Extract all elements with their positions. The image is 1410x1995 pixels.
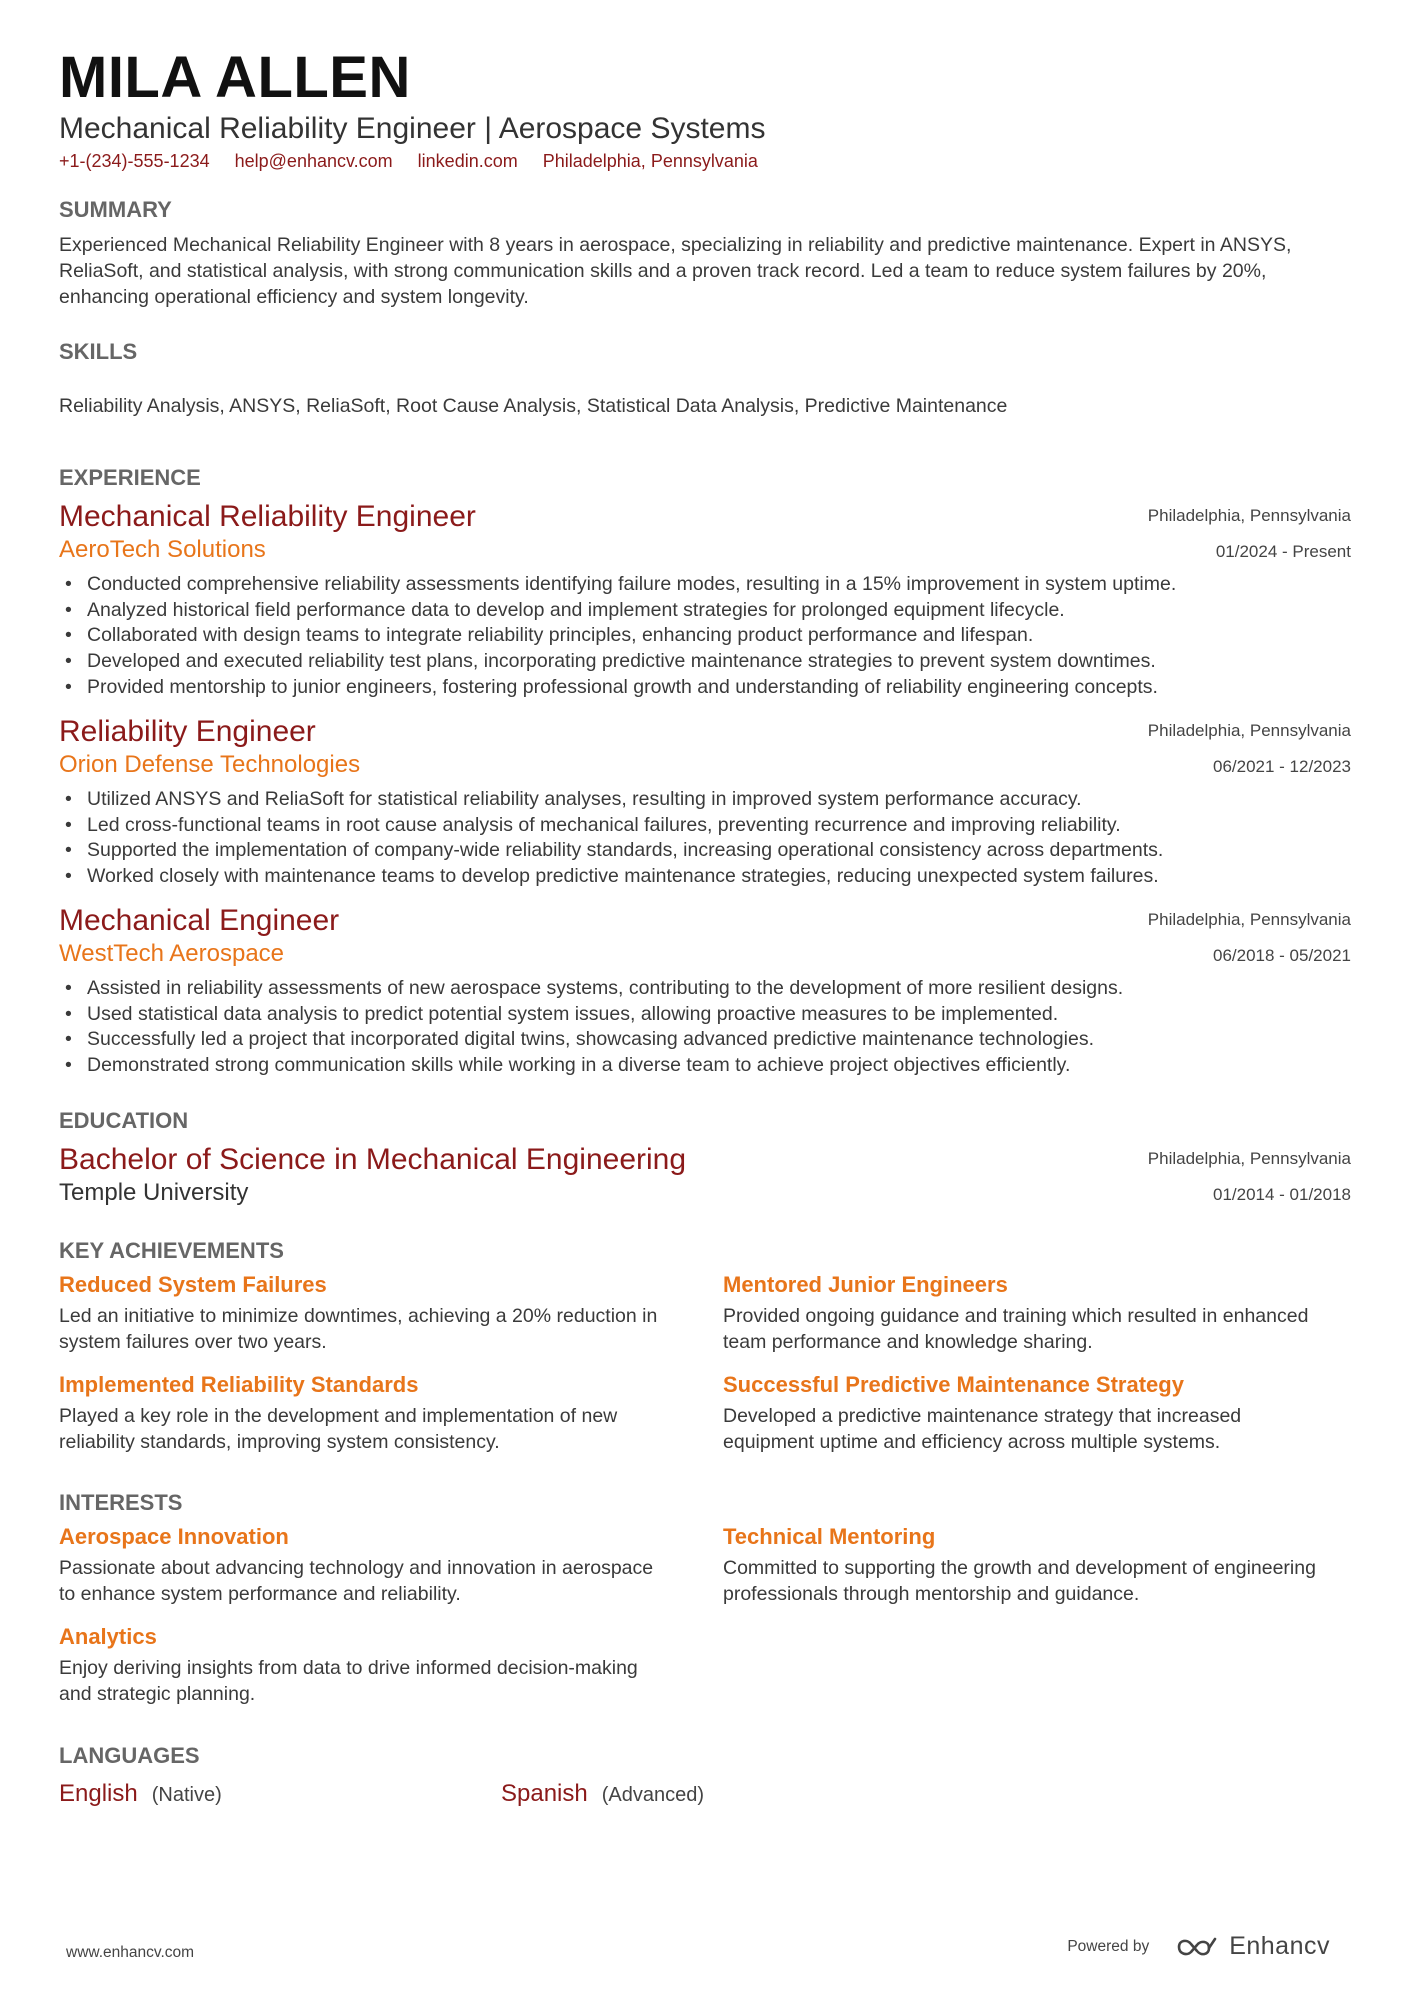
skills-heading: SKILLS <box>59 339 138 364</box>
job-bullet: • Led cross-functional teams in root cause analysis of mechanical failures, preventing recurrence and improving reliability. <box>59 813 1351 839</box>
job-bullets <box>59 572 1351 701</box>
enhancv-logo-icon <box>1175 1935 1219 1959</box>
job-title: Mechanical Engineer <box>59 904 340 937</box>
job-bullet: • Utilized ANSYS and ReliaSoft for statistical reliability analyses, resulting in improved system performance accuracy. <box>59 787 1351 813</box>
footer-url[interactable]: www.enhancv.com <box>66 1944 195 1961</box>
achievement-title: Successful Predictive Maintenance Strategy <box>723 1372 1184 1397</box>
job-bullet: • Assisted in reliability assessments of new aerospace systems, contributing to the development of more resilient designs. <box>59 976 1351 1002</box>
achievement-title: Mentored Junior Engineers <box>723 1272 1008 1297</box>
achievement-desc: Provided ongoing guidance and training which resulted in enhanced team performance and knowledge sharing. <box>723 1305 1309 1353</box>
job-bullet: • Used statistical data analysis to predict potential system issues, allowing proactive measures to be implemented. <box>59 1002 1351 1028</box>
interest-item <box>59 1522 659 1607</box>
interest-title: Aerospace Innovation <box>59 1524 289 1549</box>
education-location: Philadelphia, Pennsylvania <box>1147 1149 1351 1168</box>
language-name: English <box>59 1780 138 1807</box>
job-bullet: • Conducted comprehensive reliability assessments identifying failure modes, resulting in a 15% improvement in system uptime. <box>59 572 1351 598</box>
contact-line <box>59 151 778 172</box>
experience-heading: EXPERIENCE <box>59 465 201 490</box>
job-bullet: • Worked closely with maintenance teams to develop predictive maintenance strategies, reducing unexpected system failures. <box>59 864 1351 890</box>
job-bullet: • Provided mentorship to junior engineers, fostering professional growth and understanding of reliability engineering concepts. <box>59 675 1351 701</box>
job-bullet: • Demonstrated strong communication skills while working in a diverse team to achieve project objectives efficiently. <box>59 1053 1351 1079</box>
interest-item <box>59 1622 659 1707</box>
skills-text: Reliability Analysis, ANSYS, ReliaSoft, Root Cause Analysis, Statistical Data Analysis, Predictive Maintenance <box>59 395 1008 417</box>
achievement-title: Reduced System Failures <box>59 1272 327 1297</box>
job-location: Philadelphia, Pennsylvania <box>1147 721 1351 740</box>
job-location: Philadelphia, Pennsylvania <box>1147 910 1351 929</box>
enhancv-brand: Enhancv <box>1229 1932 1330 1960</box>
language-level: (Native) <box>151 1784 222 1806</box>
job-title: Reliability Engineer <box>59 715 316 748</box>
language-item <box>59 1780 222 1808</box>
job-bullets <box>59 787 1351 890</box>
interests-heading: INTERESTS <box>59 1490 183 1515</box>
job-bullet: • Successfully led a project that incorporated digital twins, showcasing advanced predictive maintenance technologies. <box>59 1027 1351 1053</box>
job-bullet: • Collaborated with design teams to integrate reliability principles, enhancing product performance and lifespan. <box>59 623 1351 649</box>
job-location: Philadelphia, Pennsylvania <box>1147 506 1351 525</box>
education-dates: 01/2014 - 01/2018 <box>1212 1185 1351 1204</box>
achievement-title: Implemented Reliability Standards <box>59 1372 419 1397</box>
candidate-headline: Mechanical Reliability Engineer | Aerospace Systems <box>59 112 766 145</box>
job-dates: 06/2021 - 12/2023 <box>1212 757 1351 776</box>
degree-title: Bachelor of Science in Mechanical Engineering <box>59 1143 687 1176</box>
job-bullet: • Supported the implementation of company-wide reliability standards, increasing operational consistency across departments. <box>59 838 1351 864</box>
powered-by-label: Powered by <box>1067 1937 1150 1955</box>
contact-linkedin[interactable]: linkedin.com <box>417 151 518 171</box>
language-level: (Advanced) <box>601 1784 705 1806</box>
interest-desc: Enjoy deriving insights from data to drive informed decision-making and strategic planning. <box>59 1657 638 1705</box>
job-dates: 01/2024 - Present <box>1215 542 1351 561</box>
contact-email[interactable]: help@enhancv.com <box>234 151 393 171</box>
achievement-desc: Led an initiative to minimize downtimes, achieving a 20% reduction in system failures over two years. <box>59 1305 658 1353</box>
job-dates: 06/2018 - 05/2021 <box>1212 946 1351 965</box>
interest-desc: Committed to supporting the growth and development of engineering professionals through mentorship and guidance. <box>723 1557 1316 1605</box>
interest-title: Technical Mentoring <box>723 1524 936 1549</box>
interest-title: Analytics <box>59 1624 157 1649</box>
contact-location: Philadelphia, Pennsylvania <box>542 151 758 171</box>
interest-desc: Passionate about advancing technology and innovation in aerospace to enhance system performance and reliability. <box>59 1557 654 1605</box>
candidate-name: MILA ALLEN <box>59 45 411 110</box>
job-bullet: • Developed and executed reliability test plans, incorporating predictive maintenance strategies to prevent system downtimes. <box>59 649 1351 675</box>
achievement-desc: Developed a predictive maintenance strategy that increased equipment uptime and efficiency across multiple systems. <box>723 1405 1242 1453</box>
job-company: WestTech Aerospace <box>59 940 285 967</box>
achievement-item <box>59 1370 659 1455</box>
job-company: AeroTech Solutions <box>59 536 266 563</box>
education-heading: EDUCATION <box>59 1108 189 1133</box>
achievement-item <box>59 1270 659 1355</box>
achievement-item <box>723 1370 1323 1455</box>
languages-heading: LANGUAGES <box>59 1743 200 1768</box>
contact-phone[interactable]: +1-(234)-555-1234 <box>59 151 210 171</box>
job-title: Mechanical Reliability Engineer <box>59 500 476 533</box>
job-bullets <box>59 976 1351 1079</box>
job-bullet: • Analyzed historical field performance data to develop and implement strategies for prolonged equipment lifecycle. <box>59 598 1351 624</box>
achievements-heading: KEY ACHIEVEMENTS <box>59 1238 284 1263</box>
language-item <box>501 1780 704 1808</box>
footer-branding <box>1067 1932 1330 1961</box>
job-company: Orion Defense Technologies <box>59 751 361 778</box>
school-name: Temple University <box>59 1179 249 1206</box>
summary-text: Experienced Mechanical Reliability Engineer with 8 years in aerospace, specializing in reliability and predictive maintenance. Expert in ANSYS, ReliaSoft, and statistical analysis, with strong communication skills and a proven track record. Led a team to reduce system failures by 20%, enhancing operational efficiency and system longevity. <box>59 234 1292 308</box>
summary-heading: SUMMARY <box>59 197 172 222</box>
achievement-item <box>723 1270 1323 1355</box>
interest-item <box>723 1522 1323 1607</box>
achievement-desc: Played a key role in the development and implementation of new reliability standards, improving system consistency. <box>59 1405 618 1453</box>
language-name: Spanish <box>501 1780 588 1807</box>
